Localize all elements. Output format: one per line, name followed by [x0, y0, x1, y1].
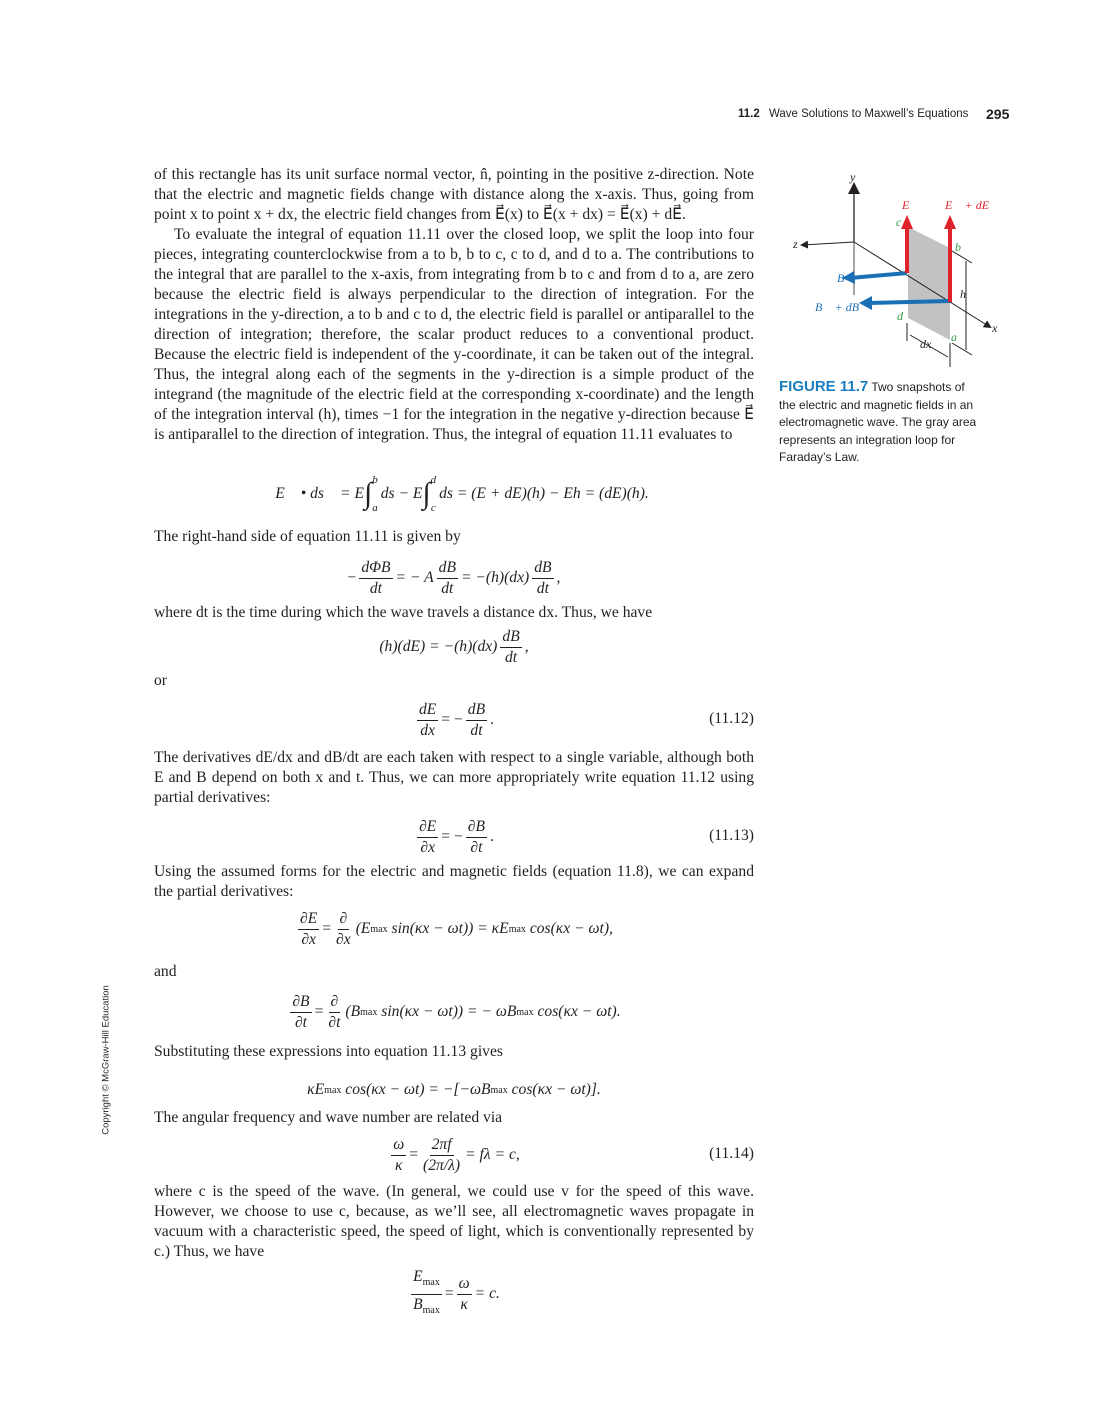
y-axis-label: y [850, 170, 856, 184]
text-line: where dt is the time during which the wave travels a distance dx. Thus, we have [154, 604, 653, 621]
eq-part: = − [441, 828, 463, 845]
eq-part: κE [307, 1081, 325, 1098]
subscript: max [490, 1084, 508, 1096]
eq-part: . [490, 828, 494, 845]
figure-caption [779, 378, 979, 467]
numerator: dB [466, 700, 487, 721]
paragraph: The derivatives dE/dx and dB/dt are each taken with respect to a single variable, although both E and B depend on both x and t. Thus, we can more appropriately write equation 11.12 using partial derivatives: [154, 749, 754, 806]
eq-part: = −(h)(dx) [460, 569, 530, 586]
fraction [500, 627, 521, 668]
h-label: h [960, 287, 966, 301]
text-line: or [154, 672, 167, 689]
eq-part: cos(κx − ωt). [533, 1003, 621, 1020]
eq-part: . [490, 711, 495, 728]
numerator: ∂E [298, 909, 319, 930]
eq-part: ∮ E⃗ • ds⃗ = E [259, 485, 364, 502]
fraction [466, 817, 487, 858]
equation-11-13 [154, 813, 754, 861]
fraction [437, 558, 458, 599]
b-field-arrow [850, 273, 907, 278]
eq-part: , [556, 569, 561, 586]
e-plus-de-arrowhead-icon [944, 215, 956, 229]
numerator: ∂B [466, 817, 487, 838]
eq-part: = [444, 1285, 454, 1302]
fraction [417, 817, 438, 858]
denominator: κ [394, 1156, 403, 1174]
eq-part: (B [345, 1003, 361, 1020]
eq-part: = − A [395, 569, 434, 586]
equation-number: (11.12) [709, 710, 754, 727]
paragraph: of this rectangle has its unit surface normal vector, n̂, pointing in the positive z-direction. Note that the electric and magnetic fields change with distance along the x-axis. Thus, going from point x to point x + dx, the electric field changes from E⃗(x) to E⃗(x + dx) = E⃗(x) + dE⃗. [154, 166, 754, 223]
fraction [421, 1135, 462, 1176]
lower-limit: a [372, 502, 378, 514]
fraction [411, 1267, 442, 1320]
figure-number: FIGURE 11.7 [779, 378, 869, 395]
numerator: dB [532, 558, 553, 579]
denominator: dt [536, 579, 549, 597]
page-number: 295 [986, 106, 1010, 122]
denominator: dt [504, 648, 518, 666]
text-line: The right-hand side of equation 11.11 is given by [154, 528, 461, 545]
eq-part: , [524, 638, 529, 655]
eq-part: sin(κx − ωt)) = − ωB [377, 1003, 517, 1020]
e-plus-de-label: E⃗ + dE⃗ [945, 198, 999, 212]
fraction [466, 700, 487, 741]
fraction [334, 909, 353, 950]
e-label: E⃗ [902, 198, 919, 212]
equation-11-14 [154, 1131, 754, 1179]
text-line: and [154, 963, 177, 980]
numerator: ω [457, 1274, 472, 1295]
eq-part: (E [355, 920, 371, 937]
eq-part: = [314, 1003, 324, 1020]
subscript: max [370, 923, 388, 935]
subscript: max [422, 1304, 440, 1316]
denominator: ∂t [294, 1013, 307, 1031]
paragraph: where c is the speed of the wave. (In general, we could use v for the speed of this wave. However, we choose to use c, because, as we’ll see, all electromagnetic waves propagate in vacuum with a characteristic speed, the speed of light, which is conventionally represented by c.) Thus, we have [154, 1183, 754, 1260]
point-a-label: a [951, 330, 957, 344]
eq-part: E [413, 1268, 423, 1286]
denominator: ∂x [336, 930, 351, 948]
eq-part: cos(κx − ωt)]. [507, 1081, 601, 1098]
subscript: max [360, 1006, 378, 1018]
eq-part: cos(κx − ωt) = −[−ωB [341, 1081, 491, 1098]
paragraph: Using the assumed forms for the electric and magnetic fields (equation 11.8), we can expand the partial derivatives: [154, 863, 754, 900]
subscript: max [516, 1006, 534, 1018]
denominator: κ [460, 1295, 468, 1313]
denominator: ∂t [328, 1013, 341, 1031]
equation-number: (11.13) [709, 827, 754, 844]
numerator [411, 1267, 442, 1294]
denominator: dt [369, 579, 383, 597]
fraction [417, 700, 438, 741]
eq-part: = c. [474, 1285, 500, 1302]
fraction [359, 558, 392, 599]
equation-dE-dx [154, 905, 754, 953]
eq-part: = [322, 920, 332, 937]
body-text-top [154, 165, 754, 445]
dx-label: dx [920, 337, 932, 351]
numerator: dB [437, 558, 458, 579]
fraction [298, 909, 319, 950]
subscript: max [508, 923, 526, 935]
numerator: ω [391, 1135, 406, 1156]
text-line: Substituting these expressions into equation 11.13 gives [154, 1043, 503, 1060]
eq-part: ds = (E + dE)(h) − Eh = (dE)(h). [439, 485, 649, 502]
upper-limit: b [372, 474, 378, 486]
numerator: ∂E [417, 817, 438, 838]
denominator: ∂x [420, 838, 435, 856]
eq-part: − [347, 569, 357, 586]
equation-flux-derivative [154, 554, 754, 602]
numerator: dΦB [359, 558, 392, 579]
denominator: ∂x [301, 930, 316, 948]
equation-speed-ratio [154, 1270, 754, 1318]
subscript: max [324, 1084, 342, 1096]
equation-dB-dt [154, 988, 754, 1036]
text-line: The angular frequency and wave number are related via [154, 1109, 503, 1126]
point-d-label: d [897, 309, 903, 323]
b-plus-db-arrow [868, 301, 950, 303]
denominator: dt [470, 721, 483, 739]
lower-limit: c [430, 502, 436, 514]
denominator: dt [441, 579, 454, 597]
eq-part: (h)(dE) = −(h)(dx) [379, 638, 498, 655]
fraction [391, 1135, 406, 1176]
equation-substitution [154, 1066, 754, 1114]
numerator: dE [417, 700, 438, 721]
equation-product [154, 623, 754, 671]
eq-part: = [409, 1146, 419, 1163]
copyright-notice: Copyright © McGraw-Hill Education [100, 985, 112, 1135]
eq-part: = fλ = c, [465, 1146, 520, 1163]
caption-text: Two snapshots of the electric and magnetic fields in an electromagnetic wave. The gray area represents an integration loop for Faraday’s Law. [779, 380, 977, 464]
running-header [738, 108, 968, 120]
b-plus-db-label: B⃗ + dB⃗ [815, 300, 869, 314]
x-axis-label: x [992, 321, 998, 335]
numerator: ∂B [290, 992, 311, 1013]
upper-limit: d [430, 474, 437, 486]
section-number: 11.2 [738, 108, 760, 120]
numerator: dB [500, 627, 521, 648]
equation-11-12 [154, 696, 754, 744]
eq-part: sin(κx − ωt)) = κE [387, 920, 509, 937]
integration-area [908, 227, 950, 340]
numerator: 2πf [430, 1135, 454, 1156]
figure-11-7-diagram [780, 165, 1010, 375]
denominator [411, 1295, 442, 1321]
paragraph: To evaluate the integral of equation 11.11 over the closed loop, we split the loop into four pieces, integrating counterclockwise from a to b, b to c, c to d, and d to a. The contributions to the integral that are parallel to the x-axis, from integrating from b to c and from d to a, are zero because the electric field is always perpendicular to the direction of integration. For the integrations in the y-direction, a to b and c to d, the electric field is parallel or antiparallel to the direction of integration; therefore, the scalar product reduces to a conventional product. Because the electric field is independent of the y-coordinate, it can be taken out of the integral. Thus, the integral along each of the segments in the y-direction is a simple product of the integrand (the magnitude of the electric field at the corresponding x-coordinate) and the length of the integration interval (h), times −1 for the integration in the negative y-direction because E⃗ is antiparallel to the direction of integration. Thus, the integral of equation 11.11 evaluates to [154, 226, 754, 443]
b-label: B⃗ [837, 271, 854, 285]
subscript: max [422, 1277, 440, 1289]
eq-part: ds − E [380, 485, 423, 502]
z-axis-label: z [793, 237, 798, 251]
denominator: dx [420, 721, 435, 739]
h-tick [952, 343, 972, 355]
eq-part: B [413, 1295, 423, 1313]
equation-loop-integral [154, 470, 754, 518]
denominator: (2π/λ) [423, 1156, 461, 1174]
point-b-label: b [955, 240, 961, 254]
section-title: Wave Solutions to Maxwell’s Equations [768, 108, 969, 120]
numerator: ∂ [338, 909, 350, 930]
point-c-label: c [896, 215, 902, 229]
numerator: ∂ [329, 992, 341, 1013]
equation-number: (11.14) [709, 1145, 754, 1162]
eq-part: = − [441, 711, 463, 728]
fraction [457, 1274, 472, 1315]
fraction [326, 992, 342, 1033]
fraction [532, 558, 553, 599]
integral-sign: ∫ [422, 477, 431, 510]
integral-sign: ∫ [363, 477, 373, 510]
eq-part: cos(κx − ωt), [525, 920, 613, 937]
denominator: ∂t [470, 838, 483, 856]
fraction [290, 992, 311, 1033]
e-arrowhead-icon [901, 215, 913, 229]
z-axis [802, 242, 854, 245]
